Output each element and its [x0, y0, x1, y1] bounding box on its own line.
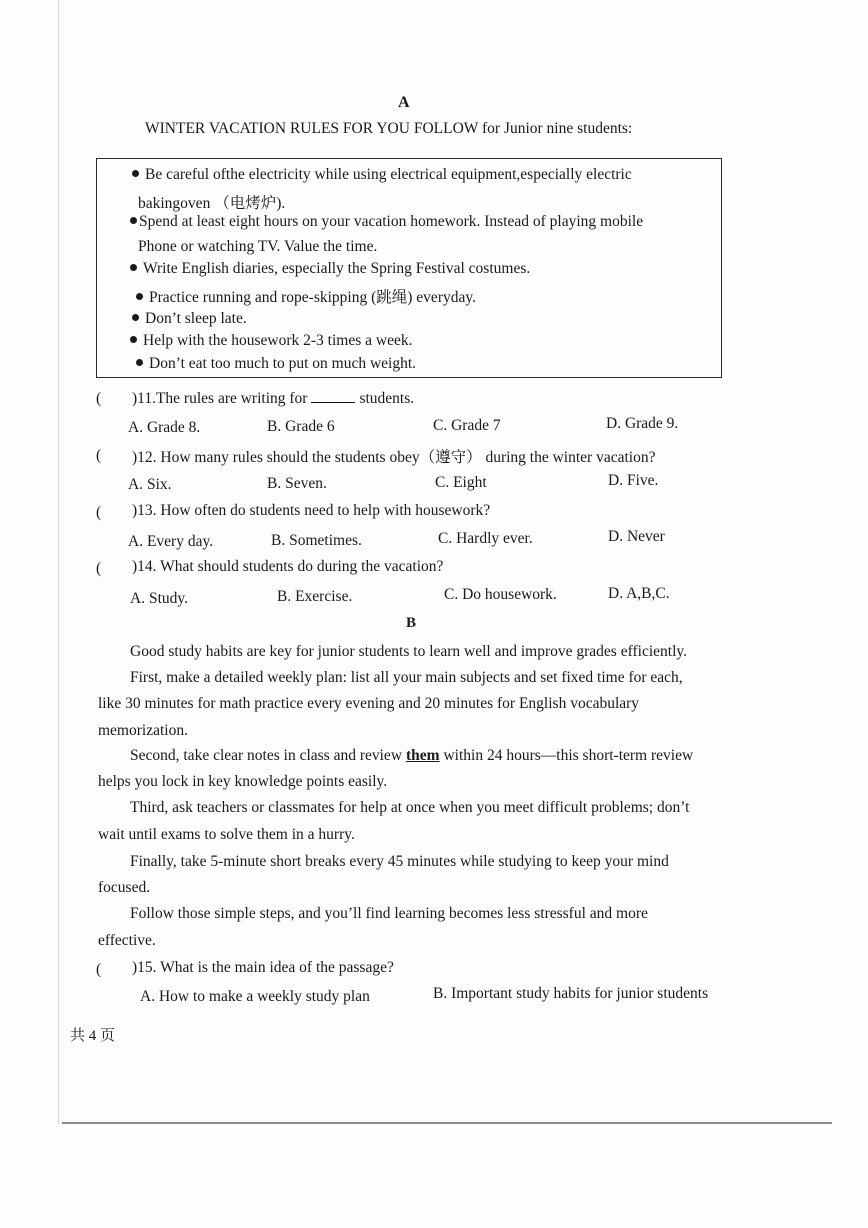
option-a[interactable]: A. Grade 8.	[128, 419, 201, 436]
option-a[interactable]: A. Study.	[130, 590, 188, 607]
rule-item	[132, 310, 247, 328]
option-c[interactable]: C. Hardly ever.	[438, 530, 533, 547]
passage-paragraph-6-line-2: effective.	[98, 932, 156, 949]
option-a[interactable]: A. Every day.	[128, 533, 214, 550]
question-13: )13. How often do students need to help with housework?	[132, 502, 491, 519]
underlined-word-them: them	[406, 747, 440, 764]
passage-paragraph-6-line-1: Follow those simple steps, and you’ll find learning becomes less stressful and more	[130, 905, 648, 922]
rule-item-continuation: bakingoven （电烤炉).	[138, 195, 286, 212]
rule-item	[130, 213, 643, 231]
question-14: )14. What should students do during the vacation?	[132, 558, 444, 575]
option-b[interactable]: B. Seven.	[267, 475, 327, 492]
section-b-heading: B	[406, 615, 417, 631]
question-text: )11.The rules are writing for	[132, 390, 308, 407]
option-c[interactable]: C. Do housework.	[444, 586, 557, 603]
question-12: )12. How many rules should the students obey（遵守） during the winter vacation?	[132, 449, 656, 466]
option-a[interactable]: A. Six.	[128, 476, 172, 493]
rule-text: Practice running and rope-skipping (跳绳) everyday.	[149, 289, 476, 306]
passage-paragraph-5-line-2: focused.	[98, 879, 151, 896]
page-count: 共 4 页	[70, 1028, 116, 1044]
answer-blank[interactable]	[311, 390, 355, 403]
option-a[interactable]: A. How to make a weekly study plan	[140, 988, 370, 1005]
bullet-icon	[130, 217, 137, 224]
option-b[interactable]: B. Important study habits for junior students	[433, 985, 709, 1002]
rule-item	[136, 355, 416, 373]
bullet-icon	[130, 264, 137, 271]
question-13-paren: (	[96, 504, 102, 521]
rule-text: Don’t eat too much to put on much weight.	[149, 355, 417, 372]
question-15: )15. What is the main idea of the passage?	[132, 959, 394, 976]
passage-text: Second, take clear notes in class and review	[130, 747, 403, 764]
passage-paragraph-5-line-1: Finally, take 5-minute short breaks every 45 minutes while studying to keep your mind	[130, 853, 669, 870]
option-b[interactable]: B. Grade 6	[267, 418, 335, 435]
passage-paragraph-4-line-1: Third, ask teachers or classmates for help at once when you meet difficult problems; don’t	[130, 799, 690, 816]
option-d[interactable]: D. Never	[608, 528, 665, 545]
bullet-icon	[132, 314, 139, 321]
rule-text: Help with the housework 2-3 times a week.	[143, 332, 413, 349]
rule-item	[136, 285, 476, 307]
passage-paragraph-3-line-2: helps you lock in key knowledge points easily.	[98, 773, 388, 790]
option-c[interactable]: C. Grade 7	[433, 417, 501, 434]
passage-paragraph-2-line-2: like 30 minutes for math practice every evening and 20 minutes for English vocabulary	[98, 695, 640, 712]
bullet-icon	[136, 359, 143, 366]
question-15-paren: (	[96, 961, 102, 978]
passage-text: within 24 hours—this short-term review	[443, 747, 694, 764]
passage-paragraph-1: Good study habits are key for junior students to learn well and improve grades efficiently.	[130, 643, 687, 660]
rule-text: Don’t sleep late.	[145, 310, 247, 327]
passage-paragraph-2-line-1: First, make a detailed weekly plan: list all your main subjects and set fixed time for each,	[130, 669, 683, 686]
option-c[interactable]: C. Eight	[435, 474, 487, 491]
bullet-icon	[132, 170, 139, 177]
passage-paragraph-4-line-2: wait until exams to solve them in a hurry.	[98, 826, 355, 843]
option-b[interactable]: B. Exercise.	[277, 588, 353, 605]
option-d[interactable]: D. Grade 9.	[606, 415, 679, 432]
bullet-icon	[136, 293, 143, 300]
rule-text: Write English diaries, especially the Spring Festival costumes.	[143, 260, 531, 277]
question-11	[132, 390, 414, 408]
question-14-paren: (	[96, 560, 102, 577]
question-text: students.	[359, 390, 415, 407]
question-12-paren: (	[96, 447, 102, 464]
rule-item	[132, 166, 632, 184]
rule-text: Spend at least eight hours on your vacation homework. Instead of playing mobile	[139, 213, 644, 230]
option-b[interactable]: B. Sometimes.	[271, 532, 362, 549]
rule-item-continuation: Phone or watching TV. Value the time.	[138, 238, 378, 255]
passage-paragraph-3-line-1	[130, 747, 693, 765]
option-d[interactable]: D. Five.	[608, 472, 659, 489]
rule-item	[130, 332, 412, 350]
bullet-icon	[130, 336, 137, 343]
section-a-title: WINTER VACATION RULES FOR YOU FOLLOW for Junior nine students:	[145, 120, 633, 137]
page-left-edge	[58, 0, 59, 1125]
page-bottom-rule	[62, 1122, 832, 1124]
passage-paragraph-2-line-3: memorization.	[98, 722, 188, 739]
section-a-heading: A	[398, 94, 410, 111]
rule-item	[130, 260, 530, 278]
question-11-paren: (	[96, 390, 102, 407]
option-d[interactable]: D. A,B,C.	[608, 585, 670, 602]
rule-text: Be careful ofthe electricity while using electrical equipment,especially electric	[145, 166, 632, 183]
